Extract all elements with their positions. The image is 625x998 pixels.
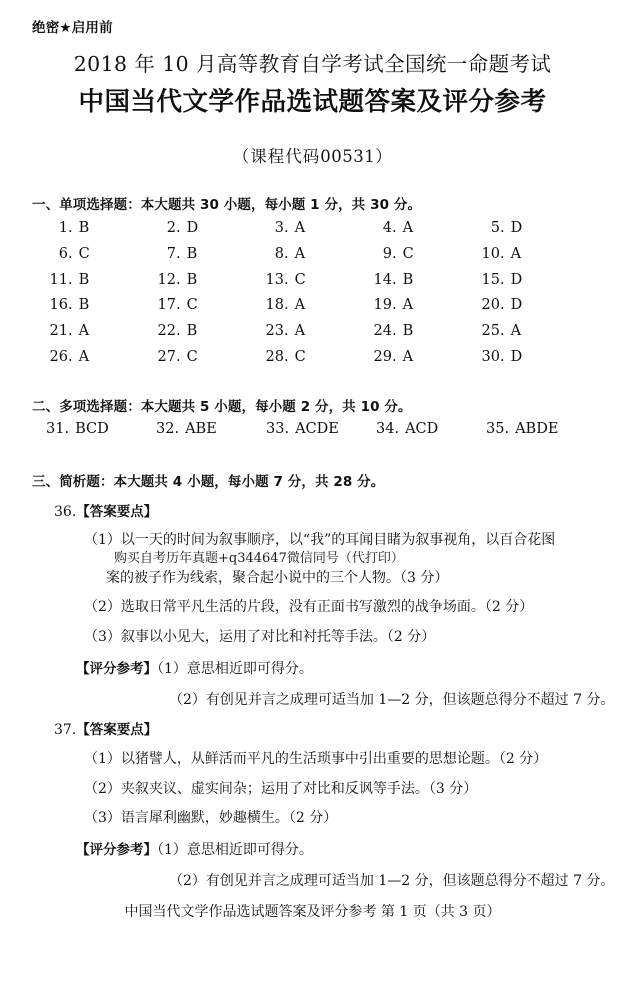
multi-answer-cell-32 bbox=[156, 421, 266, 438]
answer-value: C bbox=[402, 246, 414, 263]
answer-cell-5 bbox=[478, 220, 583, 237]
question-36-inserted-watermark-line: 购买自考历年真题+q344647微信同号（代打印） bbox=[114, 551, 404, 567]
answer-cell-9 bbox=[370, 246, 475, 263]
answer-separator: . bbox=[392, 271, 397, 288]
answer-number: 30 bbox=[481, 348, 500, 365]
answer-separator: . bbox=[176, 246, 181, 263]
answer-number: 3 bbox=[274, 220, 284, 237]
answer-number: 18 bbox=[265, 297, 284, 314]
answer-cell-11 bbox=[46, 272, 151, 289]
answer-cell-4 bbox=[370, 220, 475, 237]
answer-number: 17 bbox=[157, 297, 176, 314]
answer-separator: . bbox=[392, 323, 397, 340]
multi-answer-value: BCD bbox=[75, 420, 109, 437]
answer-row bbox=[46, 297, 583, 314]
multi-answer-cell-31 bbox=[46, 421, 156, 438]
question-36-head bbox=[24, 504, 601, 521]
answer-cell-13 bbox=[262, 272, 367, 289]
single-choice-answer-grid bbox=[24, 220, 601, 365]
answer-value: D bbox=[510, 271, 523, 288]
answer-number: 7 bbox=[166, 246, 176, 263]
multi-answer-number: 35. bbox=[486, 420, 510, 437]
exam-title-line: 2018 年 10 月高等教育自学考试全国统一命题考试 bbox=[73, 51, 552, 76]
answer-number: 16 bbox=[49, 297, 68, 314]
answer-number: 24 bbox=[373, 323, 392, 340]
answer-separator: . bbox=[176, 297, 181, 314]
answer-value: A bbox=[294, 323, 306, 340]
answer-separator: . bbox=[500, 323, 505, 340]
answer-value: C bbox=[294, 271, 306, 288]
question-36-item-2: （2）选取日常平凡生活的片段，没有正面书写激烈的战争场面。（2 分） bbox=[84, 599, 534, 616]
multi-choice-answer-row bbox=[24, 421, 601, 438]
section-heading-multi-choice: 二、多项选择题：本大题共 5 小题，每小题 2 分，共 10 分。 bbox=[32, 399, 412, 416]
question-36-grading-label: 【评分参考】 bbox=[76, 661, 157, 678]
answer-separator: . bbox=[392, 220, 397, 237]
multi-answer-number: 31. bbox=[46, 420, 70, 437]
multi-answer-cell-34 bbox=[376, 421, 486, 438]
answer-separator: . bbox=[284, 323, 289, 340]
answer-cell-2 bbox=[154, 220, 259, 237]
answer-separator: . bbox=[392, 348, 397, 365]
multi-answer-number: 34. bbox=[376, 420, 400, 437]
answer-cell-10 bbox=[478, 246, 583, 263]
question-37-grading-label: 【评分参考】 bbox=[76, 842, 157, 859]
answer-cell-25 bbox=[478, 323, 583, 340]
question-37-number: 37. bbox=[54, 721, 77, 738]
answer-number: 27 bbox=[157, 348, 176, 365]
answer-separator: . bbox=[176, 271, 181, 288]
answer-row bbox=[46, 220, 583, 237]
answer-number: 6 bbox=[58, 246, 68, 263]
answer-separator: . bbox=[68, 271, 73, 288]
answer-cell-14 bbox=[370, 272, 475, 289]
multi-answer-number: 32. bbox=[156, 420, 180, 437]
course-code-value: 00531） bbox=[320, 147, 393, 167]
answer-cell-15 bbox=[478, 272, 583, 289]
answer-number: 12 bbox=[157, 271, 176, 288]
answer-number: 25 bbox=[481, 323, 500, 340]
answer-value: B bbox=[78, 297, 90, 314]
answer-value: C bbox=[186, 297, 198, 314]
answer-cell-24 bbox=[370, 323, 475, 340]
answer-number: 1 bbox=[58, 220, 68, 237]
answer-cell-16 bbox=[46, 297, 151, 314]
answer-value: D bbox=[186, 220, 199, 237]
answer-number: 28 bbox=[265, 348, 284, 365]
answer-number: 2 bbox=[166, 220, 176, 237]
question-37-grading-item-1: （1）意思相近即可得分。 bbox=[157, 842, 313, 859]
answer-value: A bbox=[78, 348, 90, 365]
title-block bbox=[24, 52, 601, 168]
answer-value: B bbox=[186, 323, 198, 340]
question-37-answer-points-label: 【答案要点】 bbox=[76, 721, 158, 738]
answer-separator: . bbox=[176, 323, 181, 340]
answer-separator: . bbox=[176, 220, 181, 237]
answer-value: D bbox=[510, 297, 523, 314]
page-footer: 中国当代文学作品选试题答案及评分参考 第 1 页（共 3 页） bbox=[124, 904, 501, 921]
answer-separator: . bbox=[500, 297, 505, 314]
answer-cell-28 bbox=[262, 349, 367, 366]
answer-number: 22 bbox=[157, 323, 176, 340]
multi-answer-number: 33. bbox=[266, 420, 290, 437]
answer-value: A bbox=[402, 220, 414, 237]
question-36-grading-reference bbox=[24, 660, 601, 679]
answer-value: B bbox=[402, 271, 414, 288]
multi-answer-value: ABDE bbox=[515, 420, 559, 437]
answer-cell-7 bbox=[154, 246, 259, 263]
answer-cell-23 bbox=[262, 323, 367, 340]
answer-separator: . bbox=[176, 348, 181, 365]
answer-cell-3 bbox=[262, 220, 367, 237]
answer-value: B bbox=[402, 323, 414, 340]
answer-separator: . bbox=[284, 297, 289, 314]
answer-value: A bbox=[78, 323, 90, 340]
question-36-grading-item-2: （2）有创见并言之成理可适当加 1—2 分，但该题总得分不超过 7 分。 bbox=[169, 691, 615, 708]
answer-number: 10 bbox=[481, 246, 500, 263]
answer-separator: . bbox=[68, 323, 73, 340]
question-36-number: 36. bbox=[54, 503, 77, 520]
question-36-grading-item-1: （1）意思相近即可得分。 bbox=[157, 661, 313, 678]
answer-separator: . bbox=[284, 348, 289, 365]
answer-value: B bbox=[186, 271, 198, 288]
answer-number: 13 bbox=[265, 271, 284, 288]
answer-separator: . bbox=[68, 348, 73, 365]
answer-value: C bbox=[294, 348, 306, 365]
answer-value: A bbox=[402, 348, 414, 365]
answer-separator: . bbox=[500, 246, 505, 263]
security-notice: 绝密★启用前 bbox=[32, 20, 113, 36]
question-37-item-1: （1）以猪譬人，从鲜活而平凡的生活琐事中引出重要的思想论题。（2 分） bbox=[84, 750, 548, 767]
answer-value: A bbox=[294, 297, 306, 314]
answer-value: D bbox=[510, 220, 523, 237]
question-37-head bbox=[24, 722, 601, 739]
answer-separator: . bbox=[68, 297, 73, 314]
answer-cell-20 bbox=[478, 297, 583, 314]
question-37-grading-item-2: （2）有创见并言之成理可适当加 1—2 分，但该题总得分不超过 7 分。 bbox=[169, 872, 615, 889]
answer-number: 9 bbox=[382, 246, 392, 263]
answer-separator: . bbox=[68, 220, 73, 237]
answer-number: 29 bbox=[373, 348, 392, 365]
answer-separator: . bbox=[500, 271, 505, 288]
answer-separator: . bbox=[284, 271, 289, 288]
multi-answer-cell-35 bbox=[486, 421, 596, 438]
answer-separator: . bbox=[284, 220, 289, 237]
answer-value: A bbox=[510, 323, 522, 340]
section-heading-analysis: 三、简析题：本大题共 4 小题，每小题 7 分，共 28 分。 bbox=[32, 474, 385, 491]
question-37-grading-reference bbox=[24, 841, 601, 860]
answer-value: A bbox=[294, 246, 306, 263]
answer-number: 4 bbox=[382, 220, 392, 237]
answer-row bbox=[46, 272, 583, 289]
answer-number: 5 bbox=[490, 220, 500, 237]
answer-cell-6 bbox=[46, 246, 151, 263]
page-title: 中国当代文学作品选试题答案及评分参考 bbox=[78, 87, 547, 118]
multi-answer-value: ACDE bbox=[295, 420, 339, 437]
answer-cell-21 bbox=[46, 323, 151, 340]
answer-cell-19 bbox=[370, 297, 475, 314]
answer-value: D bbox=[510, 348, 523, 365]
answer-number: 15 bbox=[481, 271, 500, 288]
answer-cell-12 bbox=[154, 272, 259, 289]
answer-row bbox=[46, 349, 583, 366]
answer-value: B bbox=[78, 271, 90, 288]
answer-cell-22 bbox=[154, 323, 259, 340]
question-36-item-3: （3）叙事以小见大，运用了对比和衬托等手法。（2 分） bbox=[84, 629, 436, 646]
answer-cell-8 bbox=[262, 246, 367, 263]
answer-cell-29 bbox=[370, 349, 475, 366]
answer-value: A bbox=[294, 220, 306, 237]
course-code-label: （课程代码 bbox=[232, 147, 321, 167]
answer-value: C bbox=[186, 348, 198, 365]
answer-cell-17 bbox=[154, 297, 259, 314]
answer-number: 11 bbox=[49, 271, 68, 288]
answer-number: 26 bbox=[49, 348, 68, 365]
answer-number: 19 bbox=[373, 297, 392, 314]
answer-number: 20 bbox=[481, 297, 500, 314]
multi-answer-cell-33 bbox=[266, 421, 376, 438]
answer-cell-27 bbox=[154, 349, 259, 366]
answer-cell-18 bbox=[262, 297, 367, 314]
answer-row bbox=[46, 246, 583, 263]
answer-value: A bbox=[510, 246, 522, 263]
multi-answer-value: ACD bbox=[405, 420, 439, 437]
answer-separator: . bbox=[284, 246, 289, 263]
answer-separator: . bbox=[500, 220, 505, 237]
answer-number: 14 bbox=[373, 271, 392, 288]
answer-separator: . bbox=[392, 246, 397, 263]
question-36-item-1: （1）以一天的时间为叙事顺序，以“我”的耳闻目睹为叙事视角，以百合花图 bbox=[84, 532, 556, 549]
course-code bbox=[24, 143, 601, 167]
answer-number: 23 bbox=[265, 323, 284, 340]
question-36-answer-points-label: 【答案要点】 bbox=[76, 503, 158, 520]
question-37-item-3: （3）语言犀利幽默，妙趣横生。（2 分） bbox=[84, 810, 338, 827]
answer-separator: . bbox=[500, 348, 505, 365]
answer-value: B bbox=[186, 246, 198, 263]
answer-separator: . bbox=[392, 297, 397, 314]
answer-value: A bbox=[402, 297, 414, 314]
answer-cell-26 bbox=[46, 349, 151, 366]
question-37 bbox=[24, 721, 615, 890]
question-36-item-1-continuation: 案的被子作为线索，聚合起小说中的三个人物。（3 分） bbox=[106, 570, 449, 587]
question-37-item-2: （2）夹叙夹议、虚实间杂；运用了对比和反讽等手法。（3 分） bbox=[84, 780, 478, 797]
answer-value: B bbox=[78, 220, 90, 237]
multi-answer-value: ABE bbox=[185, 420, 217, 437]
section-heading-single-choice: 一、单项选择题：本大题共 30 小题，每小题 1 分，共 30 分。 bbox=[32, 197, 422, 214]
answer-value: C bbox=[78, 246, 90, 263]
question-36 bbox=[24, 503, 615, 709]
answer-number: 8 bbox=[274, 246, 284, 263]
answer-cell-1 bbox=[46, 220, 151, 237]
answer-number: 21 bbox=[49, 323, 68, 340]
answer-cell-30 bbox=[478, 349, 583, 366]
answer-row bbox=[46, 323, 583, 340]
answer-separator: . bbox=[68, 246, 73, 263]
